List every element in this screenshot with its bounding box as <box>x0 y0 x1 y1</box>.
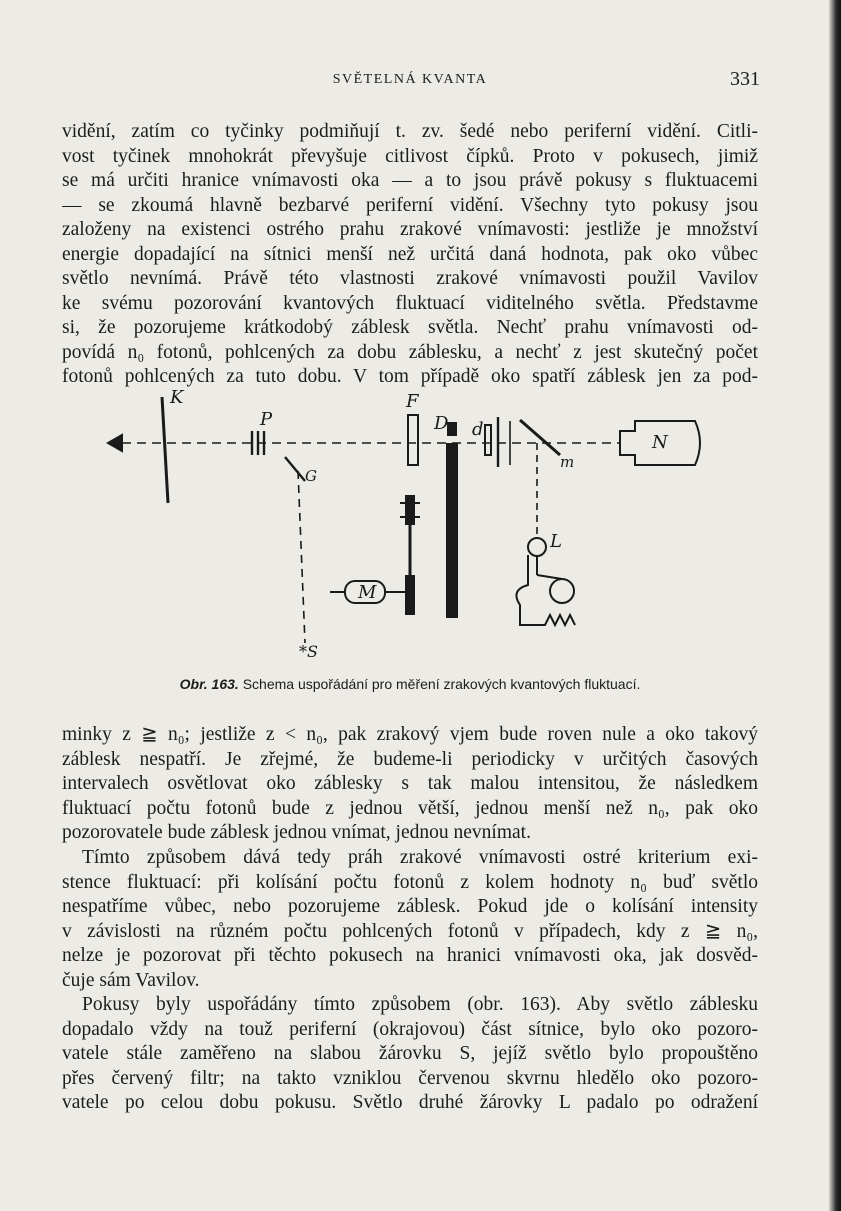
text-line: fotonů pohlcených za tuto dobu. V tom případě oko spatří záblesk jen za pod- <box>62 366 758 387</box>
apparatus-diagram <box>100 385 720 670</box>
text-line: pozorovatele bude záblesk jednou vnímat, jednou nevnímat. <box>62 822 531 843</box>
paragraph-2 <box>62 846 758 993</box>
text-line: světlo nevnímá. Právě této vlastnosti zrakové vnímavosti použil Vavilov <box>62 268 758 289</box>
label-motor: M <box>358 582 377 603</box>
text-line: minky z ≧ n₀; jestliže z < n₀, pak zrakový vjem bude roven nule a oko takový <box>62 724 758 745</box>
text-line: — se zkoumá hlavně bezbarvé periferní vidění. Všechny tyto pokusy jsou <box>62 194 758 216</box>
text-line: ke svému pozorování kvantových fluktuací viditelného světla. Představme <box>62 292 758 314</box>
text-line: si, že pozorujeme krátkodobý záblesk světla. Nechť prahu vnímavosti od- <box>62 317 758 338</box>
label-d-lower: d <box>472 419 484 440</box>
page-number: 331 <box>730 68 760 90</box>
text-line: přes červený filtr; na takto vzniklou červenou skvrnu hledělo oko pozoro- <box>62 1067 758 1089</box>
eye-symbol <box>108 435 122 451</box>
label-g: G <box>305 467 317 485</box>
lamp-l <box>528 538 546 556</box>
page-edge-shadow <box>829 0 841 1211</box>
caption-text: Schema uspořádání pro měření zrakových kvantových fluktuací. <box>242 676 641 692</box>
text-line: vatele stále zaměřeno na slabou žárovku S, jejíž světlo bylo propouštěno <box>62 1043 758 1064</box>
mirror-g <box>285 457 305 481</box>
text-line: stence fluktuací: při kolísání počtu fotonů z kolem hodnoty n₀ buď světlo <box>62 871 758 893</box>
text-line: nelze je pozorovat při těchto pokusech na hranici vnímavosti oka, jak dosvěd- <box>62 945 758 966</box>
text-line: intervalech osvětlovat oko záblesky s tak malou intensitou, že následkem <box>62 773 758 794</box>
diaphragm-d <box>448 423 456 435</box>
text-line: fluktuací počtu fotonů bude z jednou větší, jednou menší než n₀, pak oko <box>62 797 758 819</box>
label-f: F <box>406 391 419 412</box>
text-line: vidění, zatím co tyčinky podmiňují t. zv. šedé nebo periferní vidění. Citli- <box>62 121 758 142</box>
shutter-disk <box>446 443 458 618</box>
circuit <box>516 555 575 625</box>
paragraph-top <box>62 120 758 390</box>
text-line: Tímto způsobem dává tedy práh zrakové vnímavosti ostré kriterium exi- <box>82 847 758 868</box>
label-n: N <box>652 432 668 453</box>
figure-number: Obr. 163. <box>179 676 239 692</box>
axis-s <box>298 471 305 643</box>
text-line: dopadalo vždy na touž periferní (okrajovou) část sítnice, bylo oko pozoro- <box>62 1018 758 1040</box>
battery-circle <box>550 579 574 603</box>
running-title: SVĚTELNÁ KVANTA <box>332 72 488 87</box>
text-line: vatele po celou dobu pokusu. Světlo druhé žárovky L padalo po odražení <box>62 1092 758 1113</box>
pulley-upper <box>405 495 415 525</box>
label-l: L <box>550 531 562 552</box>
text-line: v závislosti na různém počtu pohlcených fotonů v případech, kdy z ≧ n₀, <box>62 920 758 942</box>
label-p: P <box>260 409 273 430</box>
lens-f <box>408 415 418 465</box>
text-line: čuje sám Vavilov. <box>62 969 200 991</box>
mirror-m <box>520 420 560 455</box>
label-k: K <box>170 387 184 408</box>
text-line: energie dopadající na sítnici menší než určitá daná hodnota, pak oko vůbec <box>62 243 758 265</box>
text-line: se má určiti hranice vnímavosti oka — a to jsou právě pokusy s fluktuacemi <box>62 170 758 191</box>
label-m: m <box>560 453 575 471</box>
label-s: *S <box>299 642 318 661</box>
element-d <box>485 425 491 455</box>
figure-caption <box>60 676 760 692</box>
paragraph-3 <box>62 993 758 1116</box>
text-line: nespatříme vůbec, nebo pozorujeme záblesk. Pokud jde o kolísání intensity <box>62 896 758 917</box>
text-line: vost tyčinek mnohokrát převyšuje citlivost čípků. Proto v pokusech, jimiž <box>62 145 758 167</box>
text-line: založeny na existenci ostrého prahu zrakové vnímavosti: jestliže je množství <box>62 219 758 240</box>
pulley-lower <box>405 575 415 615</box>
text-line: záblesk nespatří. Je zřejmé, že budeme-li periodicky v určitých časových <box>62 748 758 770</box>
plate-k <box>162 397 168 503</box>
paragraph-continued <box>62 723 758 846</box>
text-line: povídá n₀ fotonů, pohlcených za dobu záblesku, a nechť z jest skutečný počet <box>62 341 758 363</box>
label-d-upper: D <box>434 413 449 434</box>
text-line: Pokusy byly uspořádány tímto způsobem (obr. 163). Aby světlo záblesku <box>82 994 758 1015</box>
page-header <box>60 68 760 96</box>
